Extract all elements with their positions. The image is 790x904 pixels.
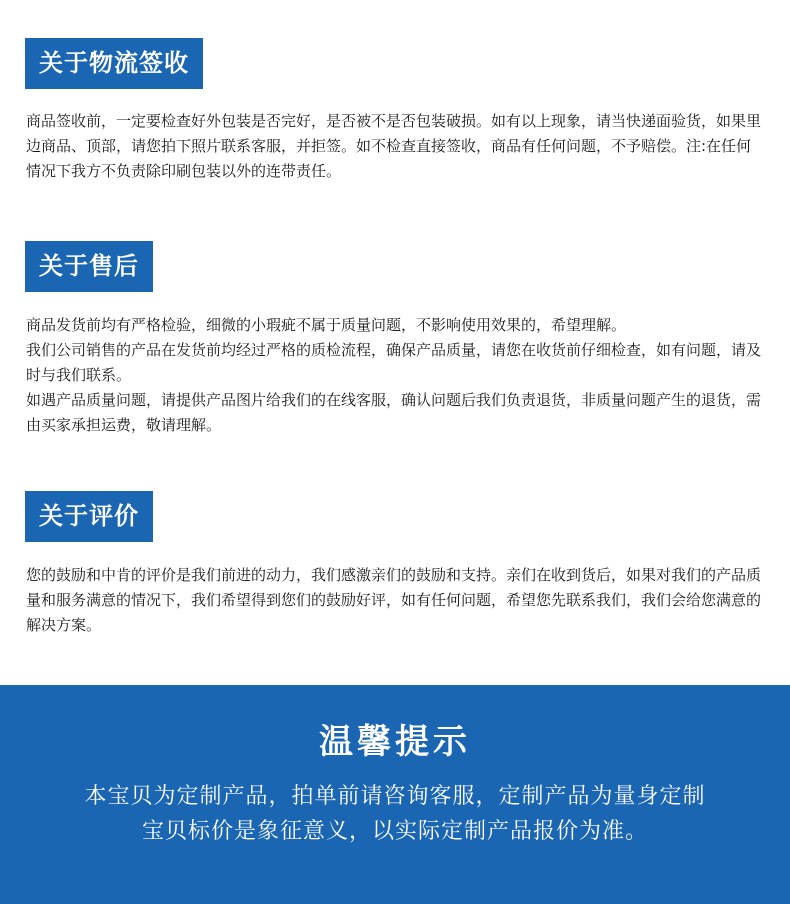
section-heading-logistics: 关于物流签收 (25, 38, 203, 89)
reviews-paragraph: 您的鼓励和中肯的评价是我们前进的动力，我们感激亲们的鼓励和支持。亲们在收到货后，如果对我们的产品质量和服务满意的情况下，我们希望得到您们的鼓励好评，如有任何问题，希望您先联系我们，我们会给您满意的解决方案。 (26, 566, 762, 634)
notice-banner (0, 685, 790, 904)
logistics-paragraph: 商品签收前，一定要检查好外包装是否完好，是否被不是否包装破损。如有以上现象，请当快递面验货，如果里边商品、顶部，请您拍下照片联系客服，并拒签。如不检查直接签收，商品有任何问题，不予赔偿。注:在任何情况下我方不负责除印刷包装以外的连带责任。 (26, 112, 762, 180)
notice-line-1: 本宝贝为定制产品，拍单前请咨询客服，定制产品为量身定制 (84, 784, 706, 809)
section-heading-reviews: 关于评价 (25, 491, 153, 542)
notice-title: 温馨提示 (319, 722, 471, 762)
section-heading-after-sales: 关于售后 (25, 241, 153, 292)
after-sales-paragraph-1: 商品发货前均有严格检验，细微的小瑕疵不属于质量问题，不影响使用效果的，希望理解。 (26, 316, 627, 334)
after-sales-paragraph-3: 如遇产品质量问题，请提供产品图片给我们的在线客服，确认问题后我们负责退货，非质量问题产生的退货，需由买家承担运费，敬请理解。 (26, 391, 762, 434)
notice-line-2: 宝贝标价是象征意义，以实际定制产品报价为准。 (141, 819, 648, 844)
after-sales-paragraph-2: 我们公司销售的产品在发货前均经过严格的质检流程，确保产品质量，请您在收货前仔细检查，如有问题，请及时与我们联系。 (26, 341, 762, 384)
